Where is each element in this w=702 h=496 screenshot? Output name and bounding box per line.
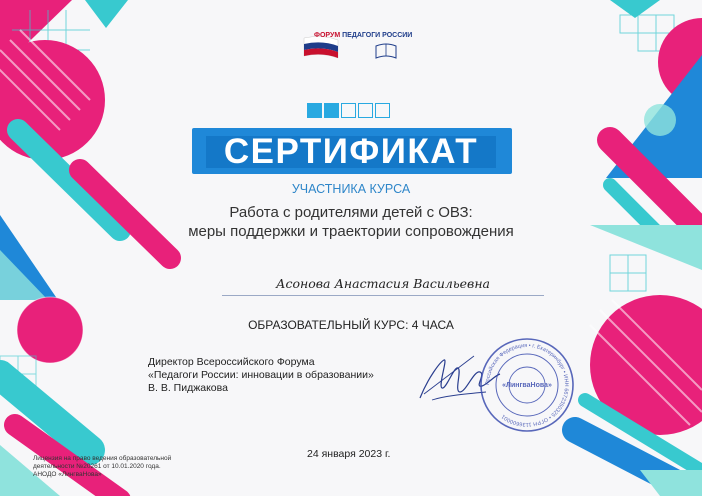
course-name-line2: меры поддержки и траектории сопровождения [188,223,514,240]
progress-square [307,103,322,118]
logo-text-forum: ФОРУМ [314,32,341,39]
deco-grid-right [610,255,646,291]
title-banner-inner [206,132,496,171]
director-title: Директор Всероссийского Форума [148,356,315,368]
recipient-underline [222,295,544,296]
issue-date: 24 января 2023 г. [307,448,391,460]
license-line3: АНОДО «ЛингваНова» [33,471,102,478]
director-block [148,356,374,395]
logo-text-pedagogi: ПЕДАГОГИ РОССИИ [342,32,413,39]
forum-logo [302,28,413,62]
license-line1: Лицензия на право ведения образовательной [33,455,172,462]
course-name [150,203,552,241]
certificate-subtitle: УЧАСТНИКА КУРСА [291,182,411,196]
stamp-seal-icon [478,336,576,434]
license-line2: деятельности №20261 от 10.01.2020 года. [33,463,161,470]
progress-square [358,103,373,118]
director-name: В. В. Пиджакова [148,382,228,394]
deco-teal-triangle-top [85,0,128,28]
progress-square [324,103,339,118]
stamp-ring-text: Российская Федерация • г. Екатеринбург • ИНН 6672350325 • ОГРН 1136600001 [484,342,570,428]
course-hours: ОБРАЗОВАТЕЛЬНЫЙ КУРС: 4 ЧАСА [248,318,454,332]
director-forum: «Педагоги России: инновации в образовании» [148,369,374,381]
license-block [33,455,171,479]
course-name-line1: Работа с родителями детей с ОВЗ: [229,204,473,221]
certificate-title: СЕРТИФИКАТ [223,132,479,171]
progress-squares [307,103,390,118]
progress-square [341,103,356,118]
title-banner [192,128,512,174]
progress-square [375,103,390,118]
stamp-center-text: «ЛингваНова» [502,382,552,389]
deco-mint-circle-right [644,104,676,136]
recipient-name: Асонова Анастасия Васильевна [275,276,491,291]
